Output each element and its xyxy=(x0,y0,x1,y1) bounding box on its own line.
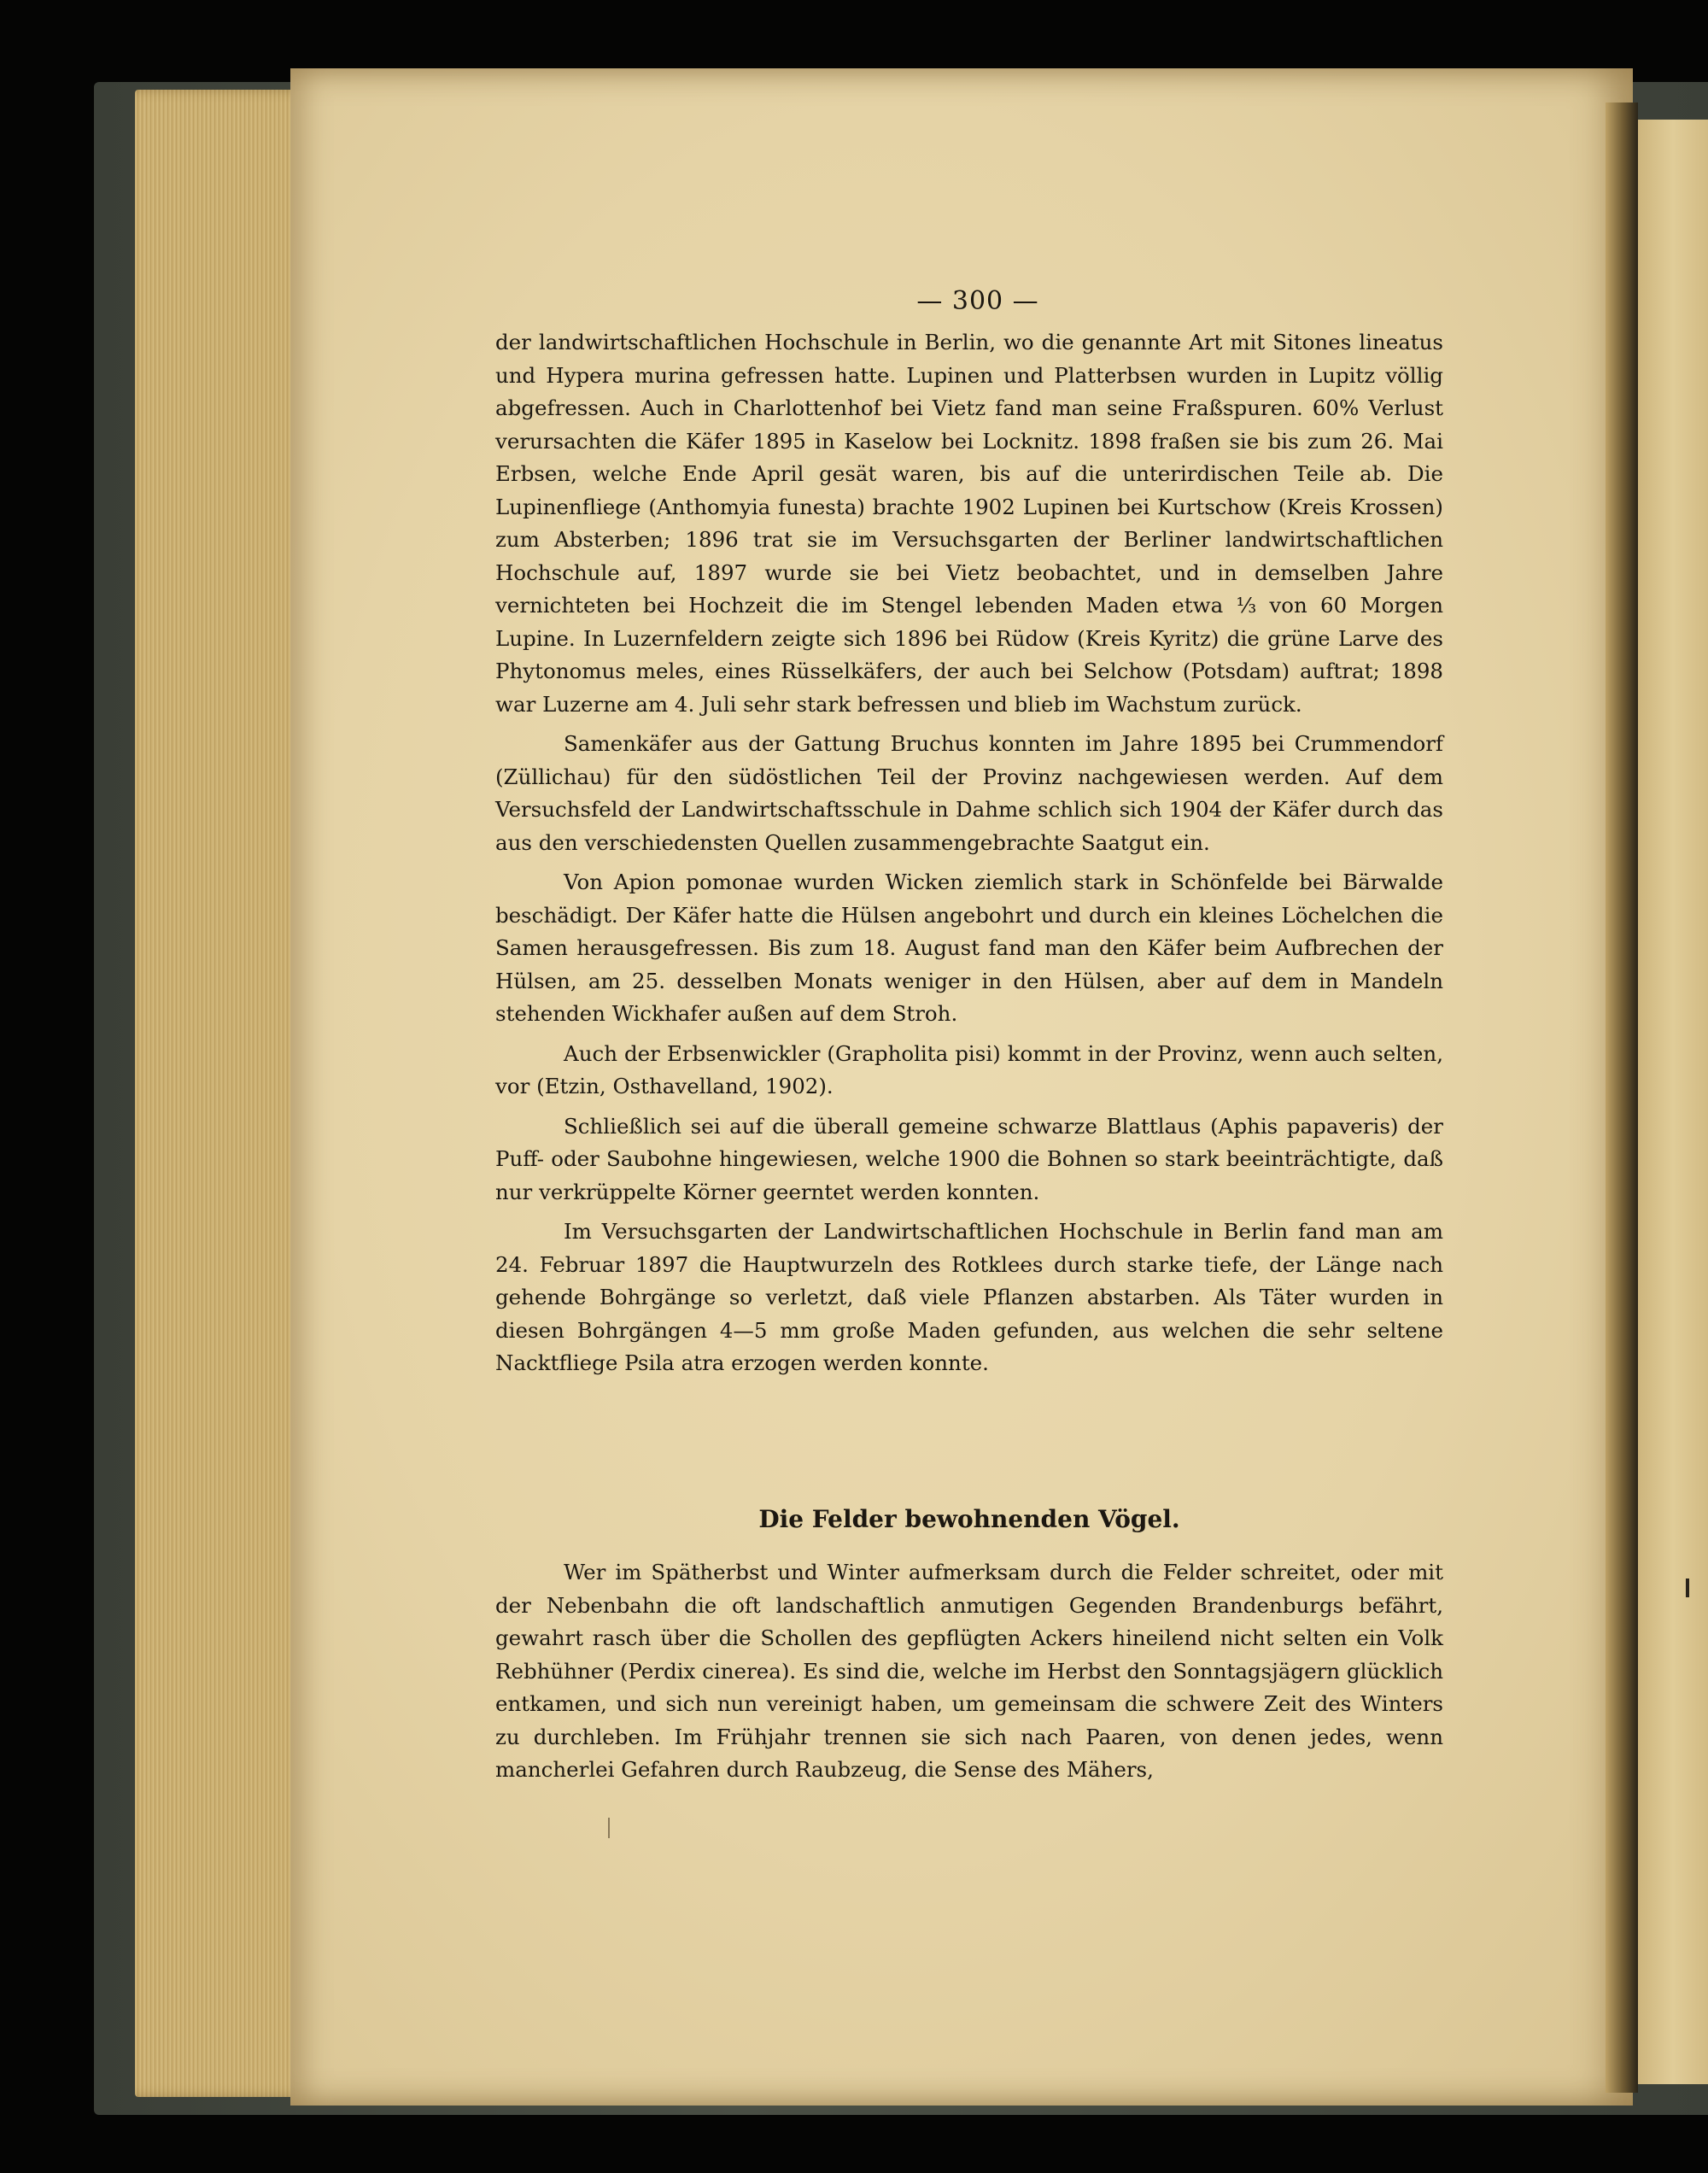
page-edges xyxy=(135,90,310,2097)
section-heading: Die Felder bewohnenden Vögel. xyxy=(758,1505,1180,1533)
paragraph: Im Versuchsgarten der Landwirtschaftlichen Hochschule in Berlin fand man am 24. Februar 1897 die Hauptwurzeln des Rotklees durch starke tiefe, der Länge nach gehende Bohrgänge so verletzt, daß viele Pflanzen abstarben. Als Täter wurden in diesen Bohrgängen 4—5 mm große Maden gefunden, aus welchen die sehr seltene Nacktfliege Psila atra erzogen werden konnte. xyxy=(495,1219,1443,1375)
paragraph: der landwirtschaftlichen Hochschule in Berlin, wo die genannte Art mit Sitones lineatus und Hypera murina gefressen hatte. Lupinen und Platterbsen wurden in Lupitz völlig abgefressen. Auch in Charlottenhof bei Vietz fand man seine Fraßspuren. 60% Verlust verursachten die Käfer 1895 in Kaselow bei Locknitz. 1898 fraßen sie bis zum 26. Mai Erbsen, welche Ende April gesät waren, bis auf die unterirdischen Teile ab. Die Lupinenfliege (Anthomyia funesta) brachte 1902 Lupinen bei Kurtschow (Kreis Krossen) zum Absterben; 1896 trat sie im Versuchsgarten der Berliner landwirtschaftlichen Hochschule auf, 1897 wurde sie bei Vietz beobachtet, und in demselben Jahre vernichteten bei Hochzeit die im Stengel lebenden Maden etwa ⅓ von 60 Morgen Lupine. In Luzernfeldern zeigte sich 1896 bei Rüdow (Kreis Kyritz) die grüne Larve des Phytonomus meles, eines Rüsselkäfers, der auch bei Selchow (Potsdam) auftrat; 1898 war Luzerne am 4. Juli sehr stark befressen und blieb im Wachstum zurück. xyxy=(495,330,1443,717)
page-gutter xyxy=(1606,102,1638,2093)
paragraph: Von Apion pomonae wurden Wicken ziemlich stark in Schönfelde bei Bärwalde beschädigt. Der Käfer hatte die Hülsen angebohrt und durch ein kleines Löchelchen die Samen herausgefressen. Bis zum 18. August fand man den Käfer beim Aufbrechen der Hülsen, am 25. desselben Monats weniger in den Hülsen, aber auf dem in Mandeln stehenden Wickhafer außen auf dem Stroh. xyxy=(495,870,1443,1026)
paragraph: Auch der Erbsenwickler (Grapholita pisi) kommt in der Provinz, wenn auch selten, vor (Etzin, Osthavelland, 1902). xyxy=(495,1040,1443,1098)
paragraph: Wer im Spätherbst und Winter aufmerksam durch die Felder schreitet, oder mit der Nebenbahn die oft landschaftlich anmutigen Gegenden Brandenburgs befährt, gewahrt rasch über die Schollen des gepflügten Ackers hineilend nicht selten ein Volk Rebhühner (Perdix cinerea). Es sind die, welche im Herbst den Sonntagsjägern glücklich entkamen, und sich nun vereinigt haben, um gemeinsam die schwere Zeit des Winters zu durchleben. Im Frühjahr trennen sie sich nach Paaren, von denen jedes, wenn mancherlei Gefahren durch Raubzeug, die Sense des Mähers, xyxy=(495,1560,1443,1782)
paragraph: Samenkäfer aus der Gattung Bruchus konnten im Jahre 1895 bei Crummendorf (Züllichau) für den südöstlichen Teil der Provinz nachgewiesen werden. Auf dem Versuchsfeld der Landwirtschaftsschule in Dahme schlich sich 1904 der Käfer durch das aus den verschiedensten Quellen zusammengebrachte Saatgut ein. xyxy=(495,731,1443,855)
facing-page xyxy=(1638,120,1708,2084)
margin-mark xyxy=(608,1818,610,1838)
page-number: — 300 — xyxy=(916,286,1039,316)
facing-page-mark xyxy=(1686,1578,1689,1597)
text-section-1 xyxy=(495,326,1443,1387)
text-section-2 xyxy=(495,1556,1443,1794)
paragraph: Schließlich sei auf die überall gemeine schwarze Blattlaus (Aphis papaveris) der Puff- oder Saubohne hingewiesen, welche 1900 die Bohnen so stark beeinträchtigte, daß nur verkrüppelte Körner geerntet werden konnten. xyxy=(495,1113,1443,1204)
